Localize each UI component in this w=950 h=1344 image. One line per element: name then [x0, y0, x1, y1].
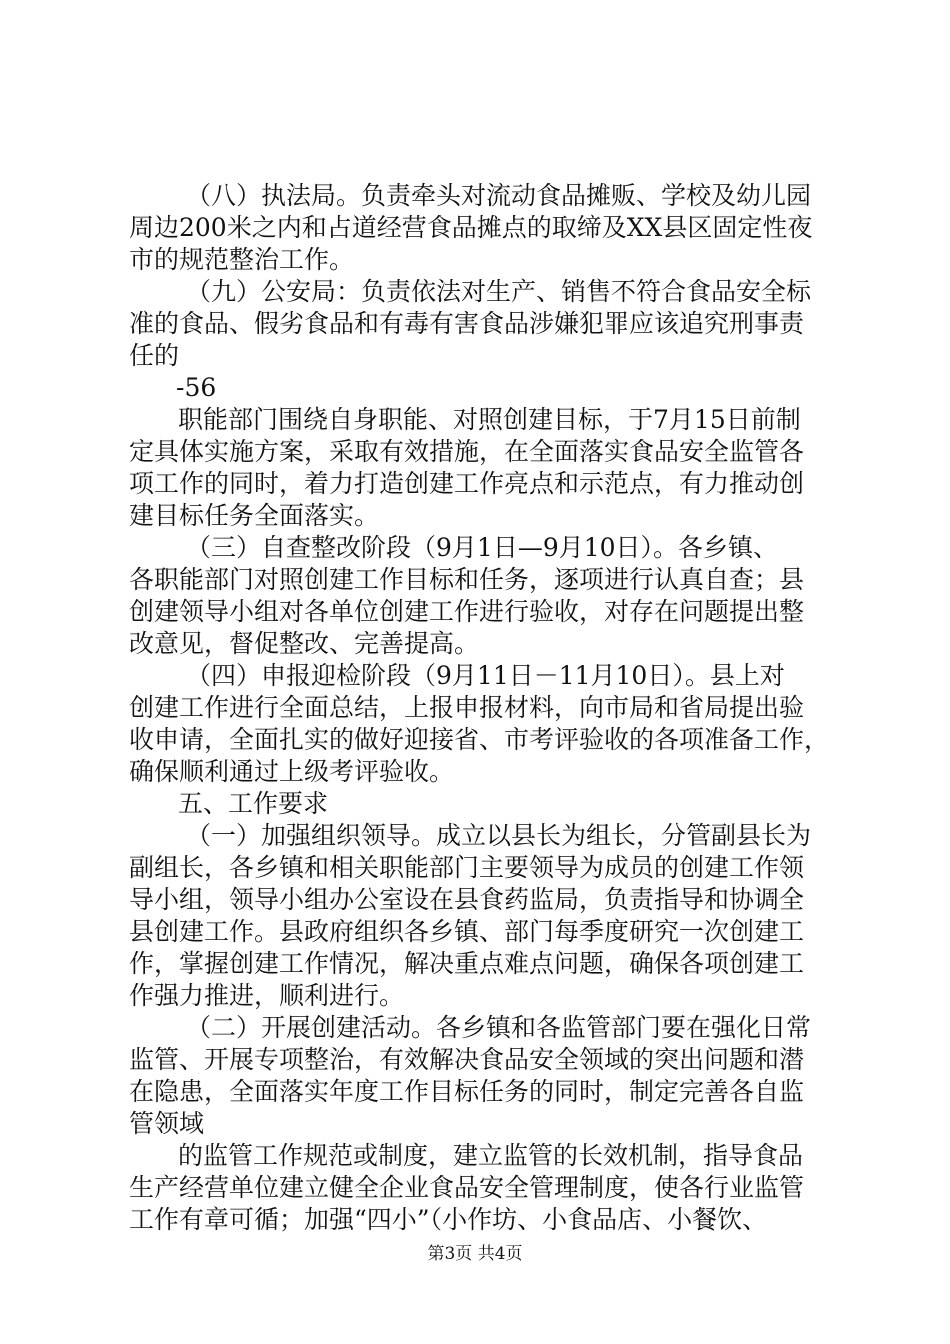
text-line: 职能部门围绕自身职能、对照创建目标，于7月15日前制	[178, 405, 801, 434]
text-line: 导小组，领导小组办公室设在县食药监局，负责指导和协调全	[129, 885, 805, 914]
text-line: 创建领导小组对各单位创建工作进行验收，对存在问题提出整	[129, 597, 805, 626]
text-line: 管领域	[129, 1109, 205, 1138]
text-line: 改意见，督促整改、完善提高。	[129, 629, 480, 658]
text-line: （四）申报迎检阶段（9月11日－11月10日）。县上对	[186, 661, 785, 690]
text-line: （一）加强组织领导。成立以县长为组长，分管副县长为	[186, 821, 812, 850]
text-line: 作，掌握创建工作情况，解决重点难点问题，确保各项创建工	[129, 949, 805, 978]
text-line: （二）开展创建活动。各乡镇和各监管部门要在强化日常	[186, 1013, 812, 1042]
text-line: （三）自查整改阶段（9月1日—9月10日）。各乡镇、	[186, 533, 779, 562]
text-line: 在隐患，全面落实年度工作目标任务的同时，制定完善各自监	[129, 1077, 805, 1106]
text-line: 周边200米之内和占道经营食品摊点的取缔及XX县区固定性夜	[129, 213, 813, 242]
text-line: 的监管工作规范或制度，建立监管的长效机制，指导食品	[178, 1141, 804, 1170]
text-line: 生产经营单位建立健全企业食品安全管理制度，使各行业监管	[129, 1173, 805, 1202]
text-line: 作强力推进，顺利进行。	[129, 981, 405, 1010]
text-line: 项工作的同时，着力打造创建工作亮点和示范点，有力推动创	[129, 469, 805, 498]
text-line: 建目标任务全面落实。	[129, 501, 380, 530]
text-line: 创建工作进行全面总结，上报申报材料，向市局和省局提出验	[129, 693, 805, 722]
text-line: 副组长，各乡镇和相关职能部门主要领导为成员的创建工作领	[129, 853, 805, 882]
page-footer: 第3页 共4页	[427, 1244, 523, 1264]
text-line: 收申请，全面扎实的做好迎接省、市考评验收的各项准备工作，	[129, 725, 830, 754]
text-line: 县创建工作。县政府组织各乡镇、部门每季度研究一次创建工	[129, 917, 805, 946]
text-line: -56	[176, 373, 217, 402]
text-line: 监管、开展专项整治，有效解决食品安全领域的突出问题和潜	[129, 1045, 805, 1074]
text-line: 定具体实施方案，采取有效措施，在全面落实食品安全监管各	[129, 437, 805, 466]
text-line: 工作有章可循；加强“四小”（小作坊、小食品店、小餐饮、	[129, 1205, 768, 1234]
text-line: 确保顺利通过上级考评验收。	[129, 757, 455, 786]
text-line: 准的食品、假劣食品和有毒有害食品涉嫌犯罪应该追究刑事责	[129, 309, 805, 338]
text-line: （八）执法局。负责牵头对流动食品摊贩、学校及幼儿园	[186, 181, 812, 210]
text-line: 各职能部门对照创建工作目标和任务，逐项进行认真自查；县	[129, 565, 805, 594]
text-line: （九）公安局：负责依法对生产、销售不符合食品安全标	[186, 277, 812, 306]
text-line: 市的规范整治工作。	[129, 245, 355, 274]
section-heading: 五、工作要求	[178, 789, 329, 818]
text-line: 任的	[129, 341, 180, 370]
